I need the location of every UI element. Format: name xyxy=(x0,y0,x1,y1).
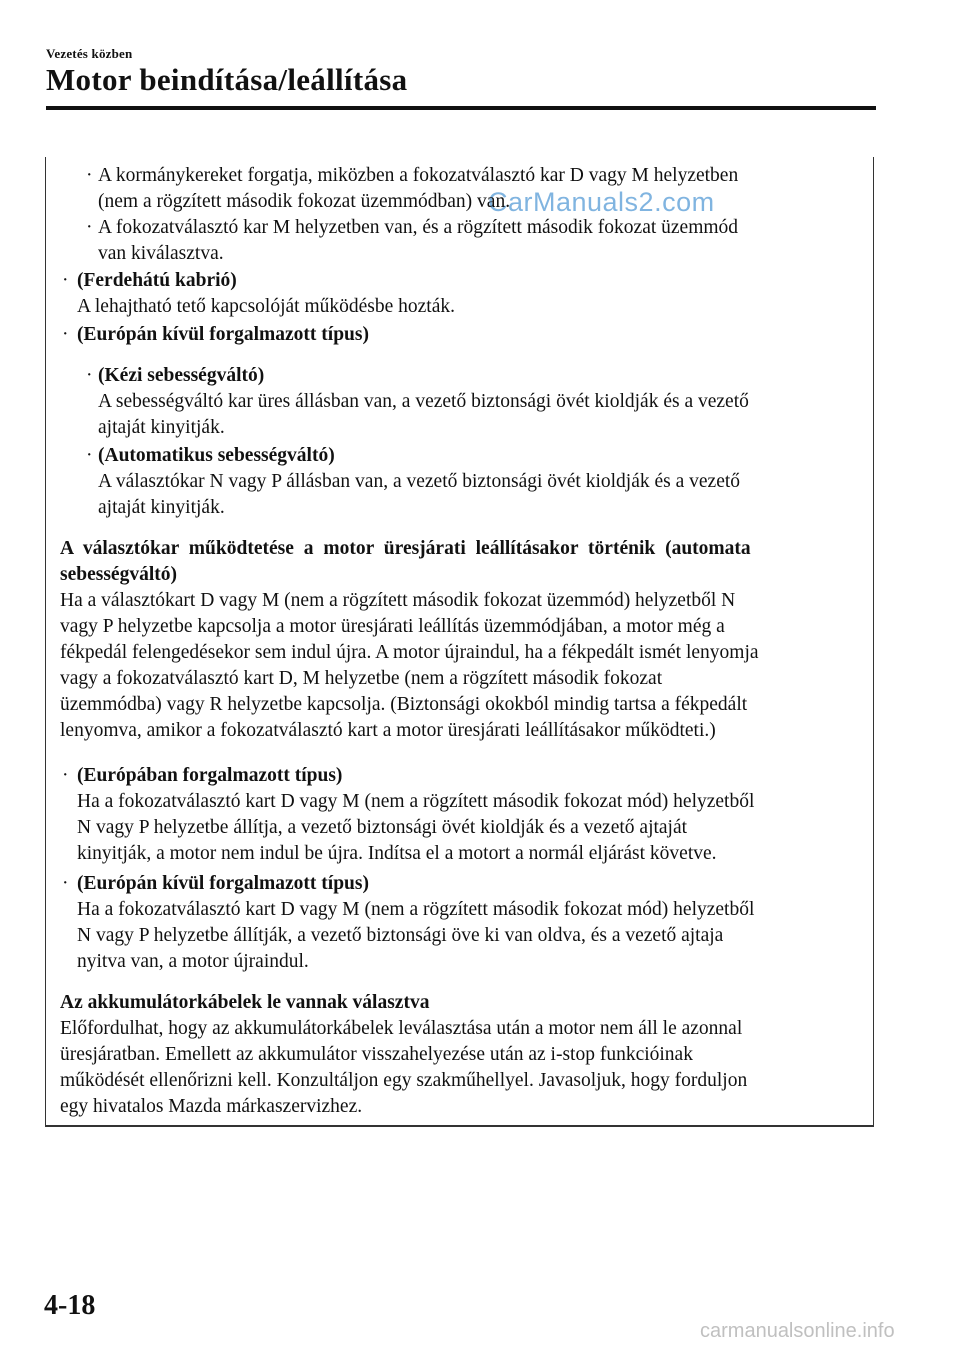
text-line: (nem a rögzített második fokozat üzemmódban) van. xyxy=(98,191,511,212)
text-line: A kormánykereket forgatja, miközben a fokozatválasztó kar D vagy M helyzetben xyxy=(98,165,739,186)
watermark: CarManuals2.com xyxy=(488,187,715,217)
bullet: · xyxy=(62,270,69,291)
title-rule xyxy=(46,106,876,110)
subheading: (Automatikus sebességváltó) xyxy=(98,445,335,466)
text-line: üresjáratban. Emellett az akkumulátor visszahelyezése után az i-stop funkcióinak xyxy=(60,1044,693,1065)
subheading: (Ferdehátú kabrió) xyxy=(77,270,237,291)
text-line: A sebességváltó kar üres állásban van, a vezető biztonsági övét kioldják és a vezető xyxy=(98,391,749,412)
bullet: · xyxy=(86,365,93,386)
text-line: A választókar N vagy P állásban van, a vezető biztonsági övét kioldják és a vezető xyxy=(98,471,741,492)
bullet: · xyxy=(86,217,93,238)
text-line: Előfordulhat, hogy az akkumulátorkábelek leválasztása után a motor nem áll le azonnal xyxy=(60,1018,743,1039)
subheading: (Európában forgalmazott típus) xyxy=(77,765,343,786)
text-line: vagy P helyzetbe kapcsolja a motor üresjárati leállítás üzemmódjában, a motor még a xyxy=(60,616,725,637)
text-line: egy hivatalos Mazda márkaszervizhez. xyxy=(60,1096,363,1117)
subheading: (Európán kívül forgalmazott típus) xyxy=(77,324,369,345)
text-line: működését ellenőrizni kell. Konzultáljon egy szakműhellyel. Javasoljuk, hogy forduljon xyxy=(60,1070,748,1091)
text-line: A fokozatválasztó kar M helyzetben van, és a rögzített második fokozat üzemmód xyxy=(98,217,739,238)
section-heading: Az akkumulátorkábelek le vannak választva xyxy=(60,992,430,1013)
text-line: Ha a választókart D vagy M (nem a rögzített második fokozat üzemmód) helyzetből N xyxy=(60,590,736,611)
text-line: A lehajtható tető kapcsolóját működésbe hozták. xyxy=(77,296,455,317)
subheading: (Európán kívül forgalmazott típus) xyxy=(77,873,369,894)
text-line: Ha a fokozatválasztó kart D vagy M (nem a rögzített második fokozat mód) helyzetből xyxy=(77,899,755,920)
text-line: N vagy P helyzetbe állítják, a vezető biztonsági öve ki van oldva, és a vezető ajtaja xyxy=(77,925,724,946)
text-line: üzemmódba) vagy R helyzetbe kapcsolja. (Biztonsági okokból mindig tartsa a fékpedált xyxy=(60,694,748,715)
section-label: Vezetés közben xyxy=(46,46,133,61)
text-line: van kiválasztva. xyxy=(98,243,224,264)
text-line: nyitva van, a motor újraindul. xyxy=(77,951,309,972)
section-heading: A választókar működtetése a motor üresjárati leállításakor történik (automata xyxy=(60,538,751,559)
text-line: lenyomva, amikor a fokozatválasztó kart a motor üresjárati leállításakor működteti.) xyxy=(60,720,716,741)
text-line: fékpedál felengedésekor sem indul újra. A motor újraindul, ha a fékpedált ismét lenyomja xyxy=(60,642,759,663)
bullet: · xyxy=(62,765,69,786)
bullet: · xyxy=(86,445,93,466)
text-line: ajtaját kinyitják. xyxy=(98,417,225,438)
text-line: kinyitják, a motor nem indul be újra. Indítsa el a motort a normál eljárást követve. xyxy=(77,843,717,864)
bullet: · xyxy=(62,873,69,894)
page-number: 4-18 xyxy=(44,1290,96,1321)
bullet: · xyxy=(86,165,93,186)
bullet: · xyxy=(62,324,69,345)
subheading: (Kézi sebességváltó) xyxy=(98,365,265,386)
section-heading: sebességváltó) xyxy=(60,564,177,585)
page-title: Motor beindítása/leállítása xyxy=(46,62,408,97)
text-line: vagy a fokozatválasztó kart D, M helyzetbe (nem a rögzített második fokozat xyxy=(60,668,663,689)
text-line: ajtaját kinyitják. xyxy=(98,497,225,518)
text-line: Ha a fokozatválasztó kart D vagy M (nem a rögzített második fokozat mód) helyzetből xyxy=(77,791,755,812)
text-line: N vagy P helyzetbe állítja, a vezető biztonsági övét kioldják és a vezető ajtaját xyxy=(77,817,688,838)
footer-watermark: carmanualsonline.info xyxy=(700,1320,895,1342)
